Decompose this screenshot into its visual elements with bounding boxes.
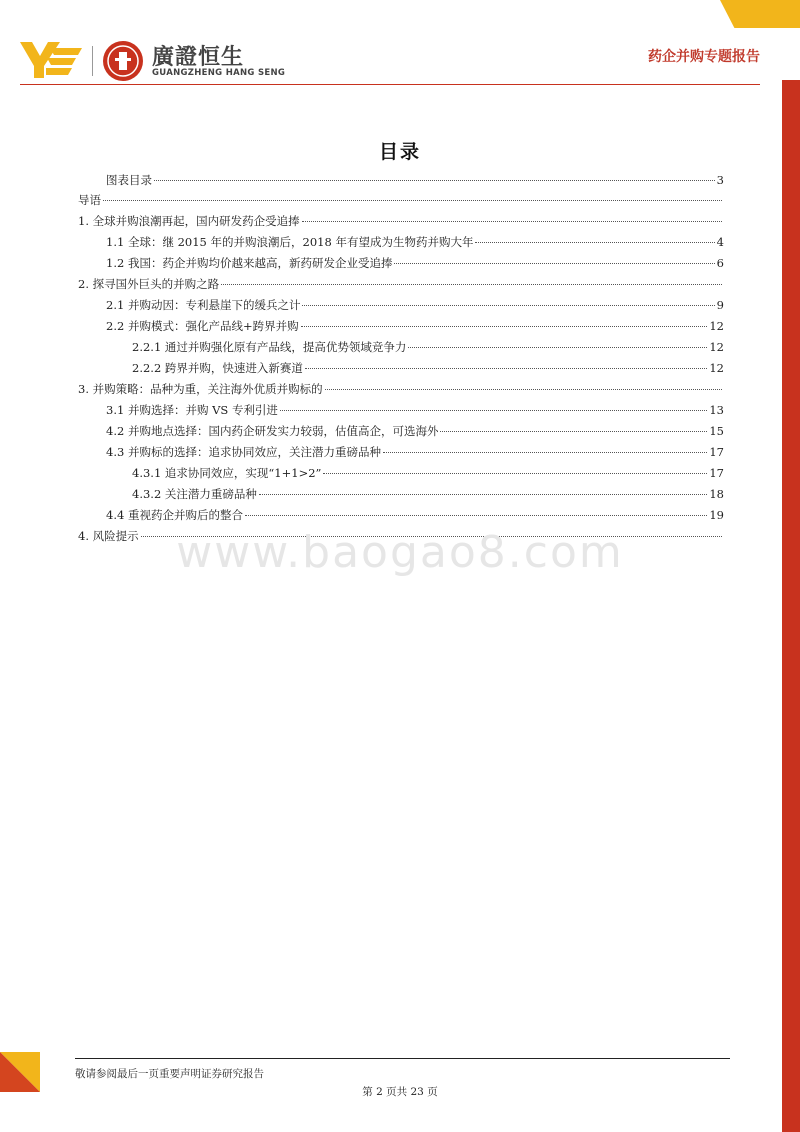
- toc-entry[interactable]: [132, 339, 724, 356]
- toc-entry-label: 2.2.2 跨界并购，快速进入新赛道: [132, 361, 303, 375]
- logo-separator: [92, 46, 93, 76]
- toc-leader: [475, 242, 714, 243]
- footer-divider: [75, 1058, 730, 1059]
- toc-entry[interactable]: [132, 486, 724, 503]
- toc-leader: [280, 410, 707, 411]
- toc-entry-label: 4.2 并购地点选择：国内药企研发实力较弱，估值高企，可选海外: [106, 424, 439, 438]
- toc-entry-label: 1.2 我国：药企并购均价越来越高，新药研发企业受追捧: [106, 256, 393, 270]
- toc-entry-page: 9: [716, 298, 724, 312]
- watermark: www.baogao8.com: [176, 527, 624, 578]
- toc-entry-page: 13: [709, 403, 724, 417]
- brand-name-en: GUANGZHENG HANG SENG: [152, 68, 286, 78]
- toc-entry[interactable]: [132, 465, 724, 482]
- toc-entry[interactable]: [78, 381, 724, 398]
- toc-entry[interactable]: [106, 255, 724, 272]
- toc-leader: [154, 180, 715, 181]
- toc-entry-label: 导语: [78, 193, 101, 207]
- toc-entry-label: 4.3.2 关注潜力重磅品种: [132, 487, 257, 501]
- footer-disclaimer: 敬请参阅最后一页重要声明证券研究报告: [75, 1068, 264, 1080]
- toc-entry-label: 2.2 并购模式：强化产品线+跨界并购: [106, 319, 299, 333]
- toc-entry[interactable]: [106, 444, 724, 461]
- toc-entry-label: 1.1 全球：继 2015 年的并购浪潮后，2018 年有望成为生物药并购大年: [106, 235, 474, 249]
- toc-entry-label: 3. 并购策略：品种为重，关注海外优质并购标的: [78, 382, 323, 396]
- toc-entry-label: 1. 全球并购浪潮再起，国内研发药企受追捧: [78, 214, 300, 228]
- toc-leader: [302, 221, 722, 222]
- toc-entry-page: 18: [709, 487, 724, 501]
- toc-leader: [440, 431, 707, 432]
- toc-entry[interactable]: [106, 402, 724, 419]
- toc-entry-label: 4.3.1 追求协同效应，实现“1+1>2”: [132, 466, 322, 480]
- toc-leader: [245, 515, 707, 516]
- toc-entry-page: 12: [709, 361, 724, 375]
- toc-entry-page: 4: [716, 235, 724, 249]
- ye-logo-icon: [20, 42, 82, 78]
- toc-leader: [221, 284, 722, 285]
- corner-decoration-top: [720, 0, 800, 28]
- toc-entry-page: 19: [709, 508, 724, 522]
- toc-entry[interactable]: [106, 297, 724, 314]
- toc-entry[interactable]: [78, 213, 724, 230]
- page-number: 第 2 页共 23 页: [362, 1086, 438, 1098]
- toc-entry-page: 15: [709, 424, 724, 438]
- toc-entry[interactable]: [78, 192, 724, 209]
- toc-entry-page: 6: [716, 256, 724, 270]
- toc-leader: [408, 347, 707, 348]
- toc-leader: [103, 200, 722, 201]
- toc-leader: [394, 263, 714, 264]
- toc-entry-page: 12: [709, 340, 724, 354]
- toc-leader: [325, 389, 722, 390]
- toc-leader: [383, 452, 707, 453]
- toc-entry-label: 2. 探寻国外巨头的并购之路: [78, 277, 220, 291]
- toc-entry-label: 图表目录: [106, 173, 152, 187]
- toc-entry-label: 2.1 并购动因：专利悬崖下的缓兵之计: [106, 298, 301, 312]
- toc-entry-label: 4.4 重视药企并购后的整合: [106, 508, 243, 522]
- header-divider: [20, 84, 760, 85]
- toc-entry[interactable]: [106, 234, 724, 251]
- toc-leader: [301, 326, 708, 327]
- toc-leader: [305, 368, 707, 369]
- toc-entry[interactable]: [106, 172, 724, 189]
- toc-entry[interactable]: [106, 507, 724, 524]
- toc-entry-page: 17: [709, 466, 724, 480]
- toc-entry-label: 3.1 并购选择：并购 VS 专利引进: [106, 403, 278, 417]
- company-logo: [20, 40, 300, 82]
- toc-entry-label: 4.3 并购标的选择：追求协同效应，关注潜力重磅品种: [106, 445, 381, 459]
- brand-name-cn: 廣證恒生: [152, 45, 245, 70]
- report-title: 药企并购专题报告: [648, 49, 760, 65]
- side-accent-bar: [782, 80, 800, 1132]
- toc-leader: [302, 305, 714, 306]
- toc-leader: [323, 473, 707, 474]
- toc-entry-page: 3: [716, 173, 724, 187]
- toc-entry[interactable]: [106, 318, 724, 335]
- seal-logo-icon: [102, 40, 144, 82]
- toc-entry-page: 17: [709, 445, 724, 459]
- toc-entry-label: 4. 风险提示: [78, 529, 139, 543]
- toc-entry-page: 12: [709, 319, 724, 333]
- toc-entry-label: 2.2.1 通过并购强化原有产品线，提高优势领域竞争力: [132, 340, 407, 354]
- toc-entry[interactable]: [132, 360, 724, 377]
- toc-entry[interactable]: [106, 423, 724, 440]
- toc-leader: [259, 494, 707, 495]
- toc-title: 目录: [378, 141, 421, 163]
- toc-entry[interactable]: [78, 276, 724, 293]
